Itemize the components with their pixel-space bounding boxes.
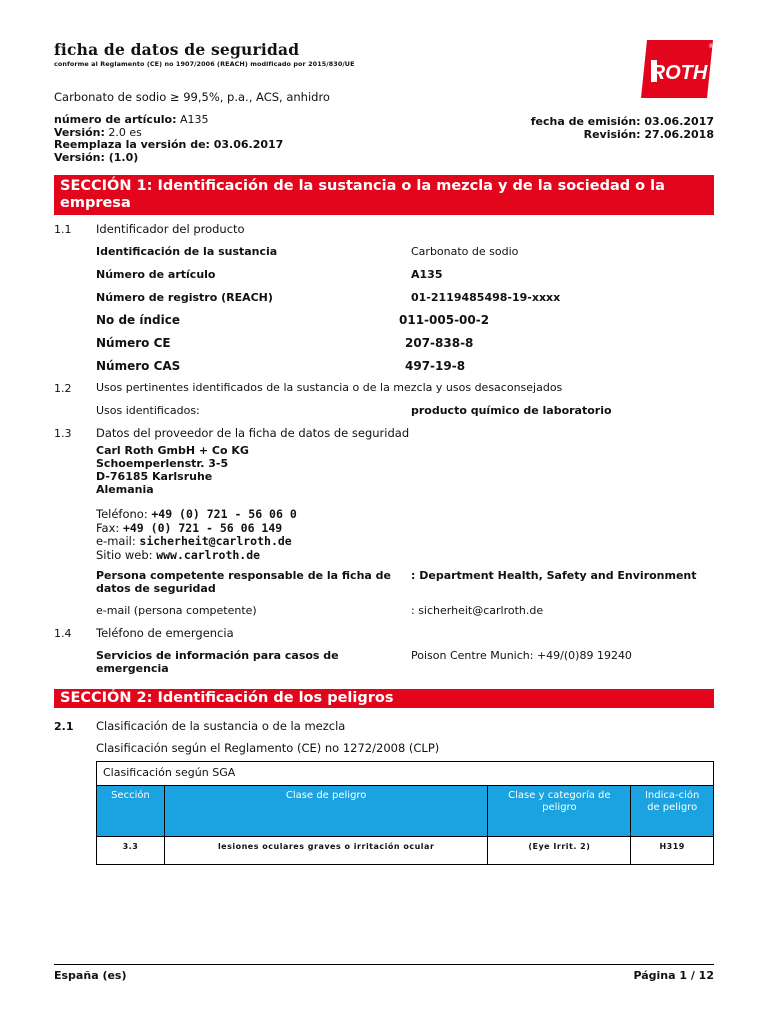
product-line: Carbonato de sodio ≥ 99,5%, p.a., ACS, anhidro bbox=[54, 90, 330, 104]
subsection-number: 1.2 bbox=[54, 382, 72, 395]
identifier-value: 011-005-00-2 bbox=[399, 313, 490, 327]
competent-person-value: : Department Health, Safety and Environment bbox=[411, 569, 697, 582]
footer-divider bbox=[54, 964, 714, 965]
identifier-value: Carbonato de sodio bbox=[411, 245, 519, 258]
old-version: Versión: (1.0) bbox=[54, 150, 139, 164]
competent-email-label: e-mail (persona competente) bbox=[96, 604, 257, 617]
identifier-label: Número de registro (REACH) bbox=[96, 291, 273, 304]
subsection-title: Teléfono de emergencia bbox=[96, 626, 234, 640]
phone-label: Teléfono: bbox=[96, 507, 148, 521]
identifier-value: 207-838-8 bbox=[405, 336, 474, 350]
identifier-label: Número CAS bbox=[96, 359, 181, 373]
footer-locale: España (es) bbox=[54, 969, 127, 982]
identifier-label: No de índice bbox=[96, 313, 180, 327]
uses-value: producto químico de laboratorio bbox=[411, 404, 612, 417]
revision-date: Revisión: 27.06.2018 bbox=[583, 127, 714, 141]
identifier-value: A135 bbox=[411, 268, 443, 281]
table-header-cell: Clase y categoría de peligro bbox=[488, 786, 631, 837]
emergency-value: Poison Centre Munich: +49/(0)89 19240 bbox=[411, 649, 632, 662]
fax-label: Fax: bbox=[96, 520, 120, 535]
email-label: e-mail: bbox=[96, 534, 136, 548]
identifier-value: 01-2119485498-19-xxxx bbox=[411, 291, 561, 304]
roth-logo bbox=[641, 40, 713, 98]
emergency-label: Servicios de información para casos de emergencia bbox=[96, 649, 339, 675]
meta-left bbox=[54, 114, 283, 164]
table-cell: (Eye Irrit. 2) bbox=[488, 837, 631, 865]
table-row bbox=[97, 837, 714, 865]
meta-right bbox=[531, 116, 714, 141]
table-cell: H319 bbox=[631, 837, 714, 865]
identifier-label: Número CE bbox=[96, 336, 171, 350]
address-line: D-76185 Karlsruhe bbox=[96, 470, 213, 483]
table-header-cell: Indica-ción de peligro bbox=[631, 786, 714, 837]
subsection-title: Identificador del producto bbox=[96, 222, 245, 236]
article-value: A135 bbox=[180, 113, 209, 126]
logo-registered-mark: ® bbox=[708, 43, 714, 50]
identifier-value: 497-19-8 bbox=[405, 359, 466, 373]
issue-date: fecha de emisión: 03.06.2017 bbox=[530, 115, 714, 128]
subsection-number: 2.1 bbox=[54, 720, 74, 733]
table-cell: 3.3 bbox=[97, 837, 165, 865]
table-caption: Clasificación según SGA bbox=[97, 762, 714, 786]
address-line: Alemania bbox=[96, 483, 154, 496]
version-value: 2.0 es bbox=[108, 125, 142, 139]
table-cell: lesiones oculares graves o irritación ocular bbox=[164, 837, 488, 865]
uses-label: Usos identificados: bbox=[96, 404, 200, 417]
website-label: Sitio web: bbox=[96, 547, 153, 562]
replaces-version: Reemplaza la versión de: 03.06.2017 bbox=[54, 138, 284, 151]
footer-page-number: Página 1 / 12 bbox=[633, 969, 714, 982]
address-line: Schoemperlenstr. 3-5 bbox=[96, 457, 229, 470]
table-header-cell: Clase de peligro bbox=[164, 786, 488, 837]
subsection-number: 1.1 bbox=[54, 223, 72, 236]
competent-person-label: Persona competente responsable de la ficha de datos de seguridad bbox=[96, 569, 391, 595]
identifier-label: Identificación de la sustancia bbox=[96, 245, 278, 258]
article-label: número de artículo: bbox=[54, 113, 177, 126]
version-label: Versión: bbox=[54, 125, 105, 139]
logo-text: ROTH bbox=[650, 62, 708, 84]
subsection-title: Datos del proveedor de la ficha de datos de seguridad bbox=[96, 426, 410, 440]
subsection-title: Clasificación de la sustancia o de la mezcla bbox=[96, 719, 346, 733]
table-header-cell: Sección bbox=[97, 786, 165, 837]
subsection-number: 1.4 bbox=[54, 627, 72, 640]
address-line: Carl Roth GmbH + Co KG bbox=[96, 444, 249, 457]
clp-classification-line: Clasificación según el Reglamento (CE) no 1272/2008 (CLP) bbox=[96, 741, 440, 755]
section-1-heading: SECCIÓN 1: Identificación de la sustancia o la mezcla y de la sociedad o la empresa bbox=[54, 175, 714, 215]
section-2-heading: SECCIÓN 2: Identificación de los peligros bbox=[54, 689, 714, 708]
supplier-contact bbox=[96, 508, 297, 562]
website-link[interactable]: www.carlroth.de bbox=[156, 547, 261, 562]
subsection-number: 1.3 bbox=[54, 427, 72, 440]
regulation-subtitle: conforme al Reglamento (CE) no 1907/2006 (REACH) modificado por 2015/830/UE bbox=[54, 60, 355, 68]
competent-email-value[interactable]: : sicherheit@carlroth.de bbox=[411, 604, 544, 617]
subsection-title: Usos pertinentes identificados de la sustancia o de la mezcla y usos desaconsejados bbox=[96, 381, 563, 394]
sga-classification-table bbox=[96, 761, 714, 865]
fax-value: +49 (0) 721 - 56 06 149 bbox=[122, 520, 283, 535]
document-title: ficha de datos de seguridad bbox=[54, 40, 300, 59]
email-link[interactable]: sicherheit@carlroth.de bbox=[139, 534, 292, 548]
phone-value: +49 (0) 721 - 56 06 0 bbox=[151, 507, 297, 521]
identifier-label: Número de artículo bbox=[96, 268, 216, 281]
roth-logo-icon bbox=[641, 40, 713, 98]
supplier-address bbox=[96, 444, 249, 496]
